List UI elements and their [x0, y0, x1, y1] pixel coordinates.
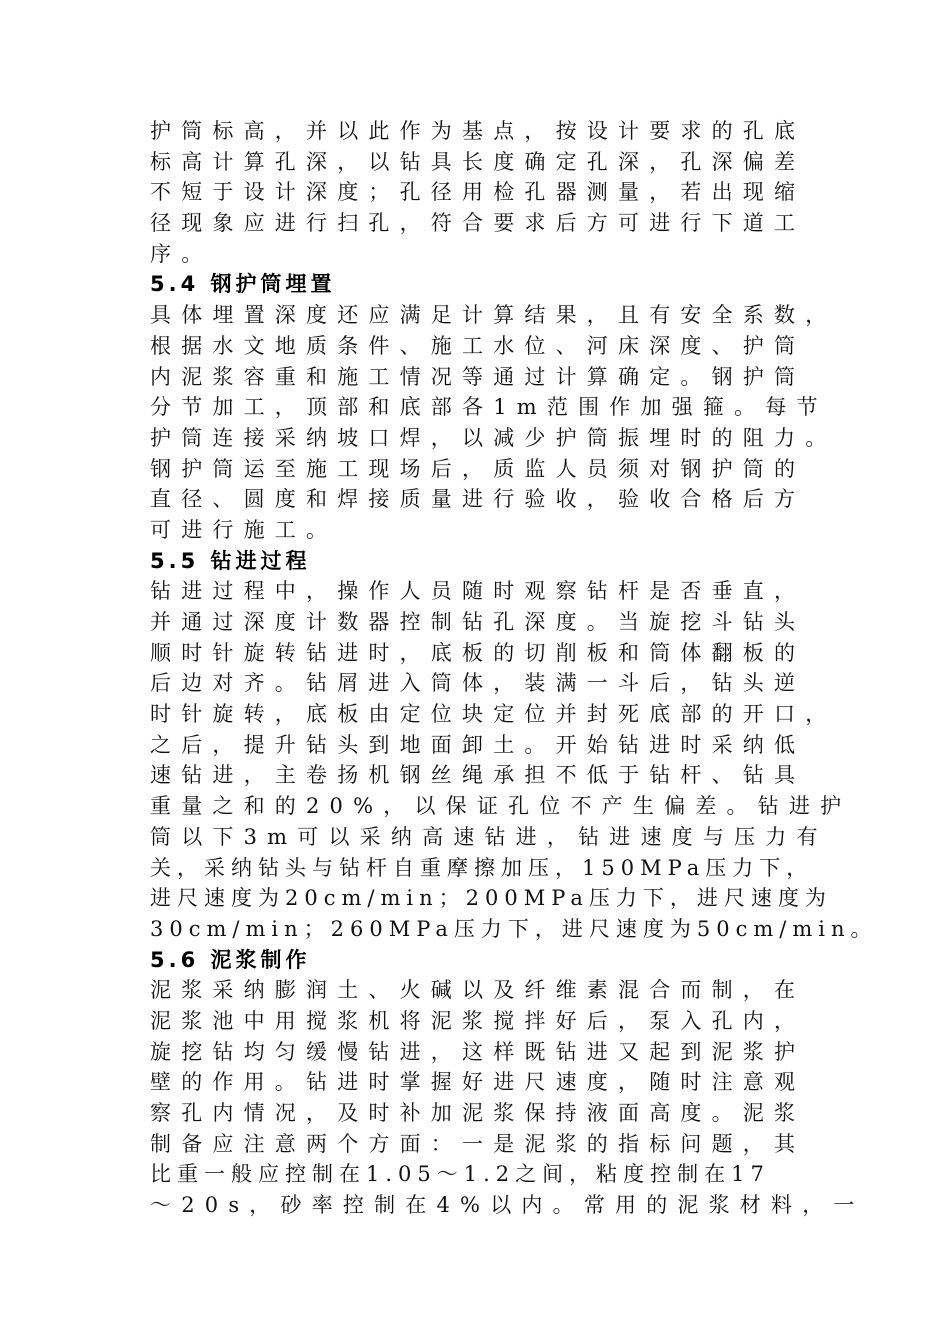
paragraph-line: ～20s，砂率控制在4%以内。常用的泥浆材料，一	[150, 1193, 865, 1218]
paragraph-line: 可进行施工。	[150, 517, 338, 542]
paragraph-line: 根据水文地质条件、施工水位、河床深度、护筒	[150, 333, 806, 358]
paragraph-line: 制备应注意两个方面：一是泥浆的指标问题，其	[150, 1131, 806, 1156]
paragraph-line: 护筒连接采纳坡口焊，以减少护筒振埋时的阻力。	[150, 425, 837, 450]
paragraph-line: 具体埋置深度还应满足计算结果，且有安全系数，	[150, 303, 837, 328]
paragraph-line: 比重一般应控制在1.05～1.2之间，粘度控制在17	[150, 1162, 770, 1187]
paragraph-line: 序。	[150, 241, 213, 266]
paragraph-line: 直径、圆度和焊接质量进行验收，验收合格后方	[150, 487, 806, 512]
paragraph-line: 壁的作用。钻进时掌握好进尺速度，随时注意观	[150, 1070, 806, 1095]
paragraph-line: 标高计算孔深，以钻具长度确定孔深，孔深偏差	[150, 149, 806, 174]
paragraph-line: 钻进过程中，操作人员随时观察钻杆是否垂直，	[150, 579, 806, 604]
section-heading-5-6: 5.6 泥浆制作	[150, 947, 311, 972]
paragraph-line: 顺时针旋转钻进时，底板的切削板和筒体翻板的	[150, 640, 806, 665]
section-heading-5-5: 5.5 钻进过程	[150, 548, 311, 573]
paragraph-line: 旋挖钻均匀缓慢钻进，这样既钻进又起到泥浆护	[150, 1039, 806, 1064]
document-body	[150, 116, 878, 1221]
paragraph-line: 泥浆池中用搅浆机将泥浆搅拌好后，泵入孔内，	[150, 1008, 806, 1033]
paragraph-line: 分节加工，顶部和底部各1m范围作加强箍。每节	[150, 395, 828, 420]
paragraph-line: 速钻进，主卷扬机钢丝绳承担不低于钻杆、钻具	[150, 763, 806, 788]
paragraph-line: 径现象应进行扫孔，符合要求后方可进行下道工	[150, 211, 806, 236]
paragraph-line: 30cm/min；260MPa压力下，进尺速度为50cm/min。	[150, 916, 878, 941]
paragraph-line: 内泥浆容重和施工情况等通过计算确定。钢护筒	[150, 364, 806, 389]
paragraph-line: 泥浆采纳膨润土、火碱以及纤维素混合而制，在	[150, 978, 806, 1003]
paragraph-line: 关，采纳钻头与钻杆自重摩擦加压，150MPa压力下，	[150, 855, 814, 880]
paragraph-line: 时针旋转，底板由定位块定位并封死底部的开口，	[150, 702, 837, 727]
paragraph-line: 筒以下3m可以采纳高速钻进，钻进速度与压力有	[150, 824, 828, 849]
paragraph-line: 察孔内情况，及时补加泥浆保持液面高度。泥浆	[150, 1101, 806, 1125]
section-heading-5-4: 5.4 钢护筒埋置	[150, 272, 336, 297]
paragraph-line: 并通过深度计数器控制钻孔深度。当旋挖斗钻头	[150, 610, 806, 634]
paragraph-line: 后边对齐。钻屑进入筒体，装满一斗后，钻头逆	[150, 671, 806, 696]
paragraph-line: 不短于设计深度；孔径用检孔器测量，若出现缩	[150, 180, 806, 205]
paragraph-line: 之后，提升钻头到地面卸土。开始钻进时采纳低	[150, 732, 806, 757]
paragraph-line: 重量之和的20%，以保证孔位不产生偏差。钻进护	[150, 794, 852, 819]
paragraph-line: 进尺速度为20cm/min；200MPa压力下，进尺速度为	[150, 886, 832, 911]
paragraph-line: 钢护筒运至施工现场后，质监人员须对钢护筒的	[150, 456, 806, 481]
paragraph-line: 护筒标高，并以此作为基点，按设计要求的孔底	[150, 119, 806, 143]
